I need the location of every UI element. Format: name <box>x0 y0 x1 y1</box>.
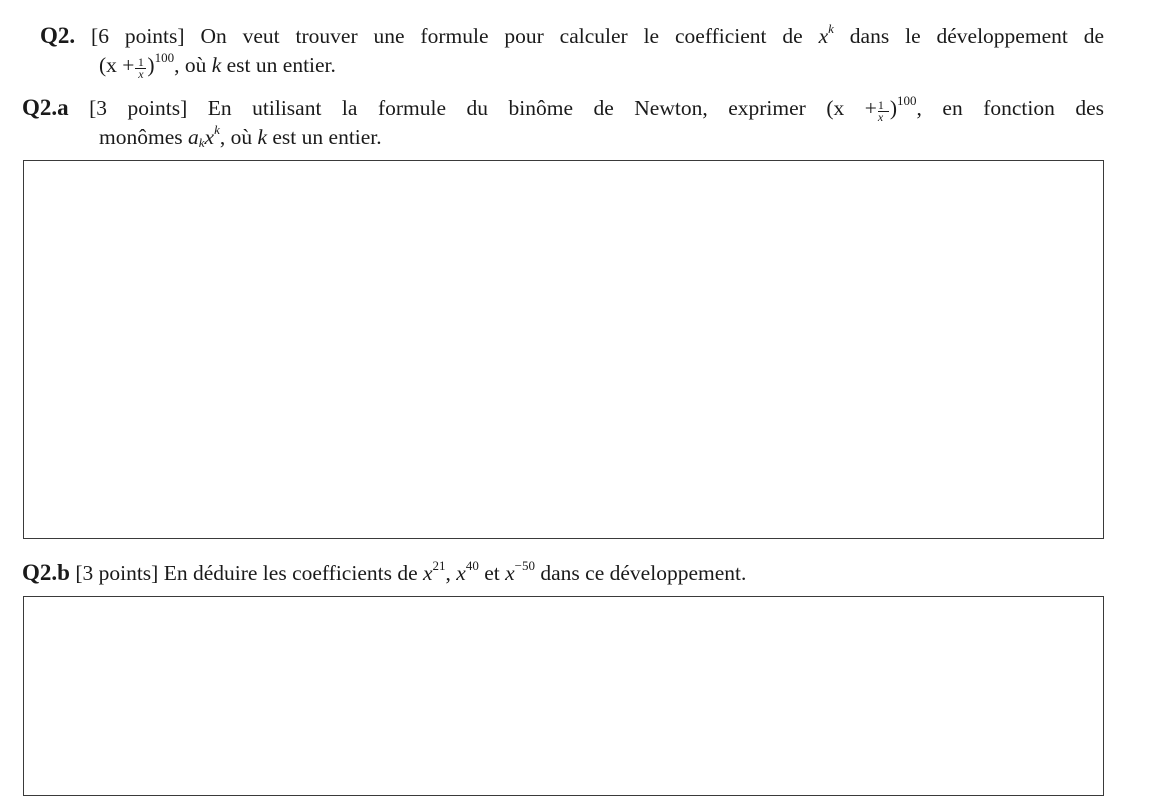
q2-points: [6 points] <box>91 24 185 48</box>
q2a-label: Q2.a <box>22 95 69 120</box>
answer-box-q2a[interactable] <box>23 160 1104 539</box>
q2b-var-x2: x <box>456 561 466 585</box>
q2b-exp-minus-50: −50 <box>514 558 536 573</box>
q2a-fraction <box>877 98 889 124</box>
q2b-exp-40: 40 <box>465 558 479 573</box>
q2b-exp-21: 21 <box>432 558 446 573</box>
q2-exp-k: k <box>828 21 834 36</box>
q2a-frac-num: 1 <box>877 98 884 112</box>
q2a-points: [3 points] <box>89 96 188 120</box>
q2-text-3: , où <box>174 53 207 77</box>
q2-exp-100: 100 <box>154 50 175 65</box>
q2a-var-a: a <box>187 125 199 149</box>
q2b-var-x1: x <box>423 561 433 585</box>
q2-var-k: k <box>211 53 222 77</box>
q2a-frac-den: x <box>877 110 884 124</box>
q2b-points: [3 points] <box>75 561 159 585</box>
q2b-text-1: En déduire les coefficients de <box>163 561 418 585</box>
q2b-label: Q2.b <box>22 560 70 585</box>
question-q2a <box>22 93 1104 152</box>
q2-frac-num: 1 <box>137 55 144 69</box>
q2-text-4: est un entier. <box>226 53 336 77</box>
q2a-paren-open: (x + <box>826 96 877 120</box>
q2-text-2: dans le développement de <box>849 24 1105 48</box>
question-q2b <box>22 558 1104 588</box>
q2-text-1: On veut trouver une formule pour calculer le coefficient de <box>200 24 803 48</box>
q2a-text-2: , en fonction des <box>916 96 1104 120</box>
q2a-sub-k: k <box>198 135 205 150</box>
q2a-expression <box>826 93 1104 124</box>
q2a-line-2 <box>22 123 1104 152</box>
q2a-paren-close: ) <box>889 96 898 120</box>
q2a-line-1 <box>22 93 1104 123</box>
q2a-text-1: En utilisant la formule du binôme de Newton, exprimer <box>207 96 806 120</box>
q2a-var-x: x <box>204 125 215 149</box>
answer-box-q2b[interactable] <box>23 596 1104 796</box>
q2-label: Q2. <box>40 23 76 48</box>
q2-var-x: x <box>818 24 829 48</box>
q2b-text-et: et <box>484 561 500 585</box>
q2a-text-5: est un entier. <box>272 125 382 149</box>
q2-line-1 <box>40 21 1104 51</box>
q2a-exp-100: 100 <box>897 93 917 108</box>
q2-frac-den: x <box>138 67 144 81</box>
q2-fraction <box>135 55 146 81</box>
q2a-text-3: monômes <box>99 125 183 149</box>
q2-line-2 <box>40 51 1104 80</box>
q2a-text-4: , où <box>219 125 253 149</box>
q2b-comma: , <box>445 561 451 585</box>
q2b-var-x3: x <box>505 561 515 585</box>
q2b-text-2: dans ce développement. <box>540 561 747 585</box>
question-q2 <box>40 21 1104 80</box>
q2a-var-k: k <box>257 125 268 149</box>
q2a-exp-k: k <box>214 122 220 137</box>
q2-paren-open: (x + <box>99 53 135 77</box>
q2-paren-close: ) <box>147 53 155 77</box>
